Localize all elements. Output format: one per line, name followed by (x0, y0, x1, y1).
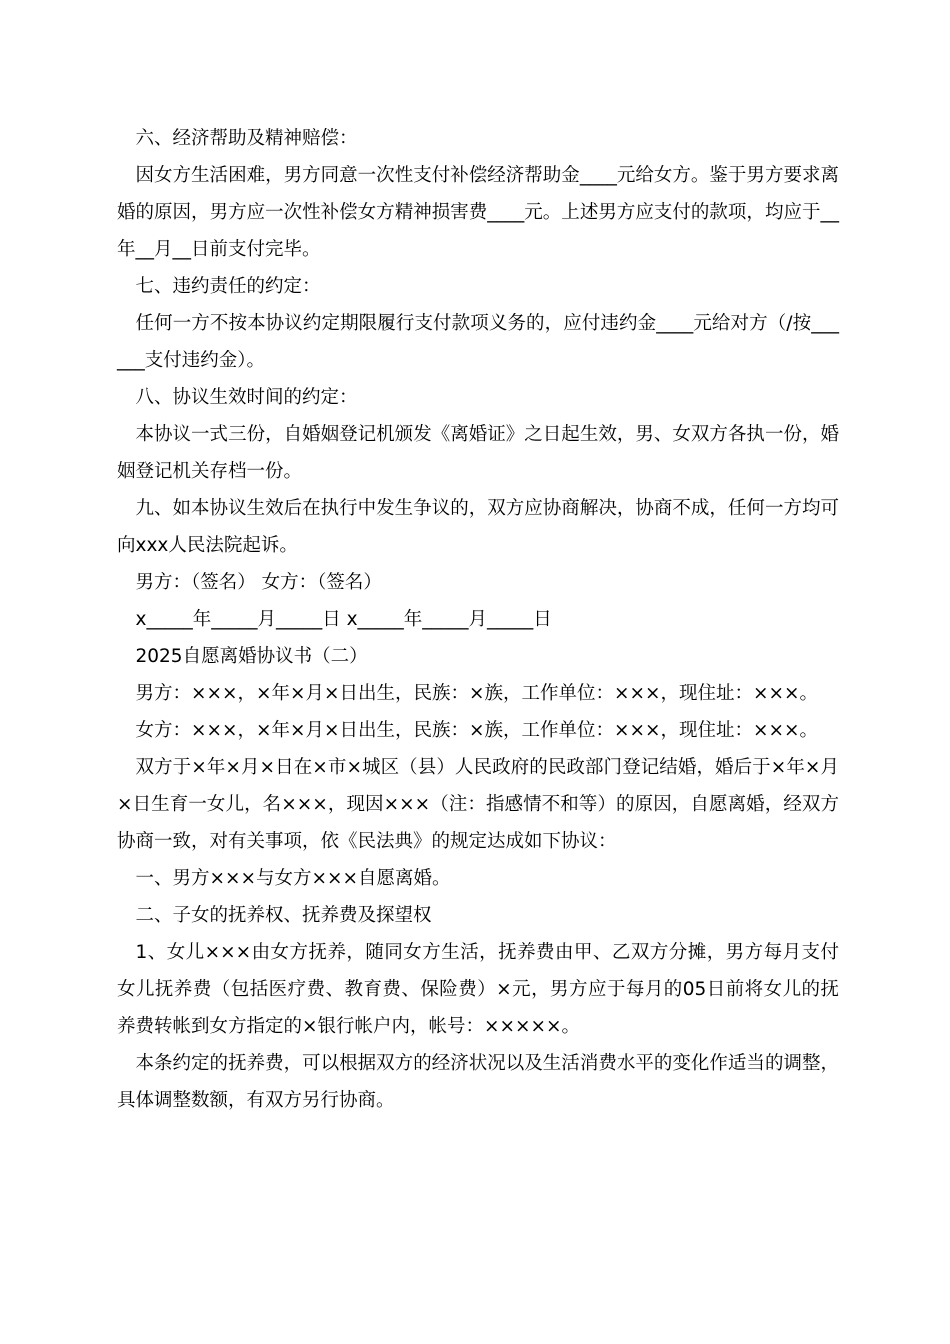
paragraph-breach: 任何一方不按本协议约定期限履行支付款项义务的，应付违约金____元给对方（/按______支付违约金）。 (117, 313, 839, 371)
clause-one-divorce: 一、男方×××与女方×××自愿离婚。 (135, 868, 451, 889)
paragraph-dispute: 九、如本协议生效后在执行中发生争议的，双方应协商解决，协商不成，任何一方均可向xxx人民法院起诉。 (117, 498, 839, 556)
paragraph-male-party: 男方：×××，×年×月×日出生，民族：×族，工作单位：×××，现住址：×××。 (135, 683, 819, 704)
clause-two-item-one: 1、女儿×××由女方抚养，随同女方生活，抚养费由甲、乙双方分摊，男方每月支付女儿抚养费（包括医疗费、教育费、保险费）×元，男方应于每月的05日前将女儿的抚养费转帐到女方指定的×银行帐户内，帐号：×××××。 (117, 942, 839, 1037)
paragraph-economic-help: 因女方生活困难，男方同意一次性支付补偿经济帮助金____元给女方。鉴于男方要求离婚的原因，男方应一次性补偿女方精神损害费____元。上述男方应支付的款项，均应于__年__月__日前支付完毕。 (117, 165, 839, 260)
section-heading-breach: 七、违约责任的约定： (135, 276, 321, 297)
signature-line: 男方：（签名） 女方：（签名） (135, 572, 382, 593)
paragraph-marriage-background: 双方于×年×月×日在×市×城区（县）人民政府的民政部门登记结婚，婚后于×年×月×日生育一女儿，名×××，现因×××（注：指感情不和等）的原因，自愿离婚，经双方协商一致，对有关事项，依《民法典》的规定达成如下协议： (117, 757, 839, 852)
date-line: x_____年_____月_____日 x_____年_____月_____日 (135, 609, 552, 630)
document-page (117, 120, 839, 1119)
clause-two-heading: 二、子女的抚养权、抚养费及探望权 (135, 905, 432, 926)
paragraph-female-party: 女方：×××，×年×月×日出生，民族：×族，工作单位：×××，现住址：×××。 (135, 720, 819, 741)
paragraph-support-adjustment: 本条约定的抚养费，可以根据双方的经济状况以及生活消费水平的变化作适当的调整，具体调整数额，有双方另行协商。 (117, 1053, 839, 1111)
paragraph-effective-time: 本协议一式三份，自婚姻登记机颁发《离婚证》之日起生效，男、女双方各执一份，婚姻登记机关存档一份。 (117, 424, 839, 482)
section-heading-economic-help: 六、经济帮助及精神赔偿： (135, 128, 358, 149)
agreement-title-two: 2025自愿离婚协议书（二） (135, 646, 368, 667)
section-heading-effective-time: 八、协议生效时间的约定： (135, 387, 358, 408)
